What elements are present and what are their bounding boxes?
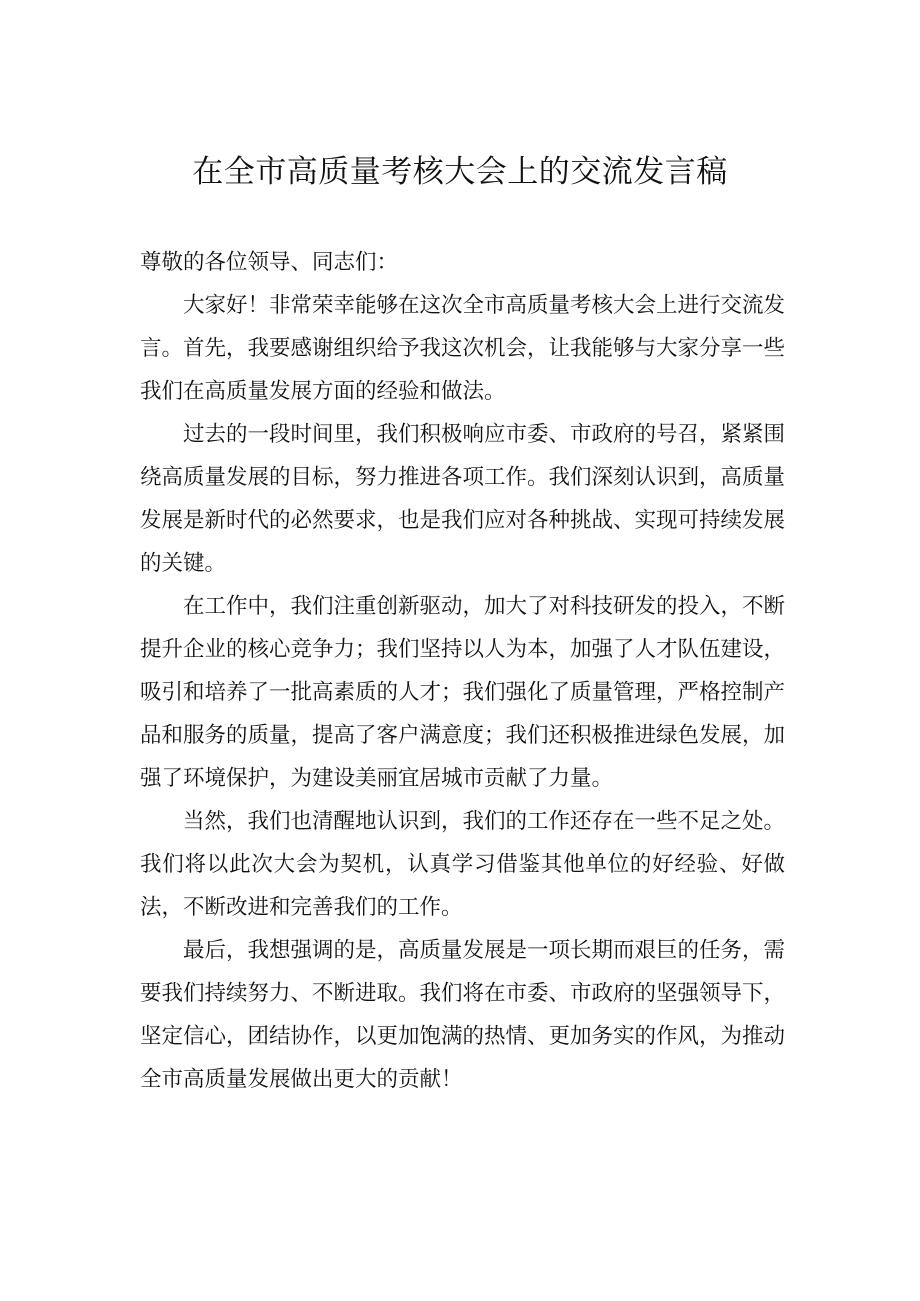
paragraph-shortcomings: 当然，我们也清醒地认识到，我们的工作还存在一些不足之处。我们将以此次大会为契机，认真学习借鉴其他单位的好经验、好做法，不断改进和完善我们的工作。 [140,809,786,920]
paragraph-greeting: 大家好！非常荣幸能够在这次全市高质量考核大会上进行交流发言。首先，我要感谢组织给予我这次机会，让我能够与大家分享一些我们在高质量发展方面的经验和做法。 [140,293,786,404]
document-body [140,241,785,1101]
paragraph-past-work: 过去的一段时间里，我们积极响应市委、市政府的号召，紧紧围绕高质量发展的目标，努力推进各项工作。我们深刻认识到，高质量发展是新时代的必然要求，也是我们应对各种挑战、实现可持续发展的关键。 [140,422,786,576]
salutation: 尊敬的各位领导、同志们： [140,250,399,275]
paragraph-closing: 最后，我想强调的是，高质量发展是一项长期而艰巨的任务，需要我们持续努力、不断进取。我们将在市委、市政府的坚强领导下，坚定信心，团结协作，以更加饱满的热情、更加务实的作风，为推动全市高质量发展做出更大的贡献！ [140,938,786,1092]
paragraph-measures: 在工作中，我们注重创新驱动，加大了对科技研发的投入，不断提升企业的核心竞争力；我们坚持以人为本，加强了人才队伍建设，吸引和培养了一批高素质的人才；我们强化了质量管理，严格控制产品和服务的质量，提高了客户满意度；我们还积极推进绿色发展，加强了环境保护，为建设美丽宜居城市贡献了力量。 [140,594,786,791]
document-title: 在全市高质量考核大会上的交流发言稿 [192,154,728,190]
